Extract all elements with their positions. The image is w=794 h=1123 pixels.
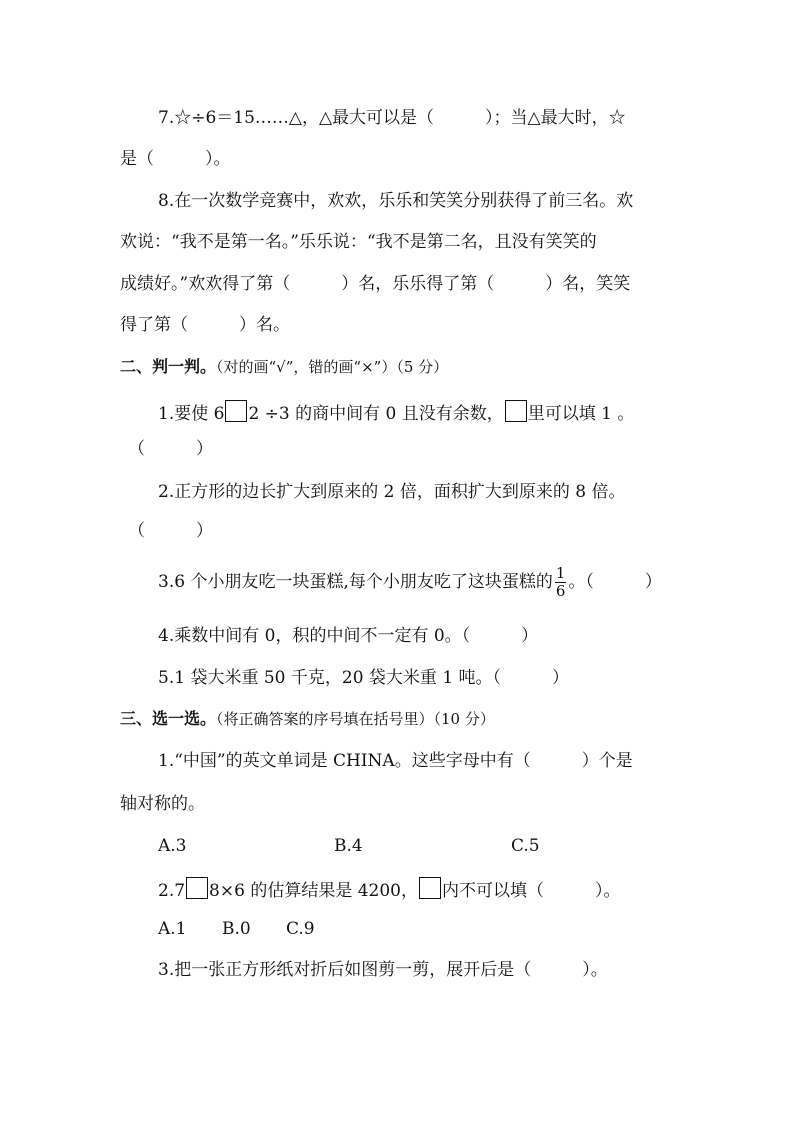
choose-q2-text-b: 8×6 的估算结果是 4200， (209, 881, 418, 901)
judge-q1-text-b: 2 ÷3 的商中间有 0 且没有余数， (248, 404, 504, 424)
blank-digit-box (505, 400, 527, 422)
choose-q1-line2: 轴对称的。 (120, 794, 205, 814)
section3-title: 三、选一选。 (120, 709, 217, 728)
fraction-denominator: 6 (555, 582, 566, 600)
choose-q2 (158, 877, 621, 902)
choose-q2-option-c[interactable]: C.9 (286, 919, 315, 939)
blank-digit-box (419, 877, 441, 899)
judge-q2-answer-paren[interactable]: （ ） (128, 521, 213, 541)
choose-q3: 3.把一张正方形纸对折后如图剪一剪，展开后是（ ）。 (158, 960, 608, 980)
section2-title: 二、判一判。 (120, 357, 217, 376)
choose-q1-option-c[interactable]: C.5 (511, 836, 540, 856)
q8-line1: 8.在一次数学竞赛中，欢欢，乐乐和笑笑分别获得了前三名。欢 (158, 191, 634, 211)
judge-q3 (158, 566, 662, 599)
section2-note: （对的画“√”，错的画“×”）（5 分） (216, 358, 449, 376)
fraction-one-sixth (555, 566, 567, 599)
q8-line2: 欢说：“我不是第一名。”乐乐说：“我不是第二名，且没有笑笑的 (120, 232, 597, 252)
judge-q1 (158, 400, 634, 425)
blank-digit-box (186, 877, 208, 899)
choose-q1-option-a[interactable]: A.3 (158, 836, 187, 856)
section3-heading (120, 708, 495, 730)
judge-q2: 2.正方形的边长扩大到原来的 2 倍，面积扩大到原来的 8 倍。 (158, 482, 626, 502)
choose-q2-option-a[interactable]: A.1 (158, 919, 187, 939)
judge-q1-answer-paren[interactable]: （ ） (128, 439, 213, 459)
judge-q4: 4.乘数中间有 0，积的中间不一定有 0。（ ） (158, 626, 539, 646)
q7-line2: 是（ ）。 (120, 149, 231, 169)
blank-digit-box (225, 400, 247, 422)
q7-line1: 7.☆÷6＝15……△，△最大可以是（ ）；当△最大时，☆ (158, 108, 626, 128)
judge-q3-text: 3.6 个小朋友吃一块蛋糕,每个小朋友吃了这块蛋糕的 (158, 572, 553, 592)
judge-q1-text-c: 里可以填 1 。 (527, 404, 635, 424)
choose-q2-option-b[interactable]: B.0 (222, 919, 251, 939)
section2-heading (120, 356, 448, 378)
q8-line4: 得了第（ ）名。 (120, 315, 290, 335)
judge-q5: 5.1 袋大米重 50 千克，20 袋大米重 1 吨。（ ） (158, 668, 570, 688)
judge-q3-answer-paren[interactable]: 。（ ） (568, 572, 662, 592)
q8-line3: 成绩好。”欢欢得了第（ ）名，乐乐得了第（ ）名，笑笑 (120, 274, 631, 294)
choose-q1-line1: 1.“中国”的英文单词是 CHINA。这些字母中有（ ）个是 (158, 751, 633, 771)
judge-q1-text-a: 1.要使 6 (158, 404, 225, 424)
choose-q2-text-a: 2.7 (158, 881, 186, 901)
fraction-numerator: 1 (555, 564, 566, 582)
choose-q1-option-b[interactable]: B.4 (334, 836, 363, 856)
choose-q2-text-c: 内不可以填（ ）。 (442, 881, 621, 901)
section3-note: （将正确答案的序号填在括号里）（10 分） (216, 710, 495, 728)
